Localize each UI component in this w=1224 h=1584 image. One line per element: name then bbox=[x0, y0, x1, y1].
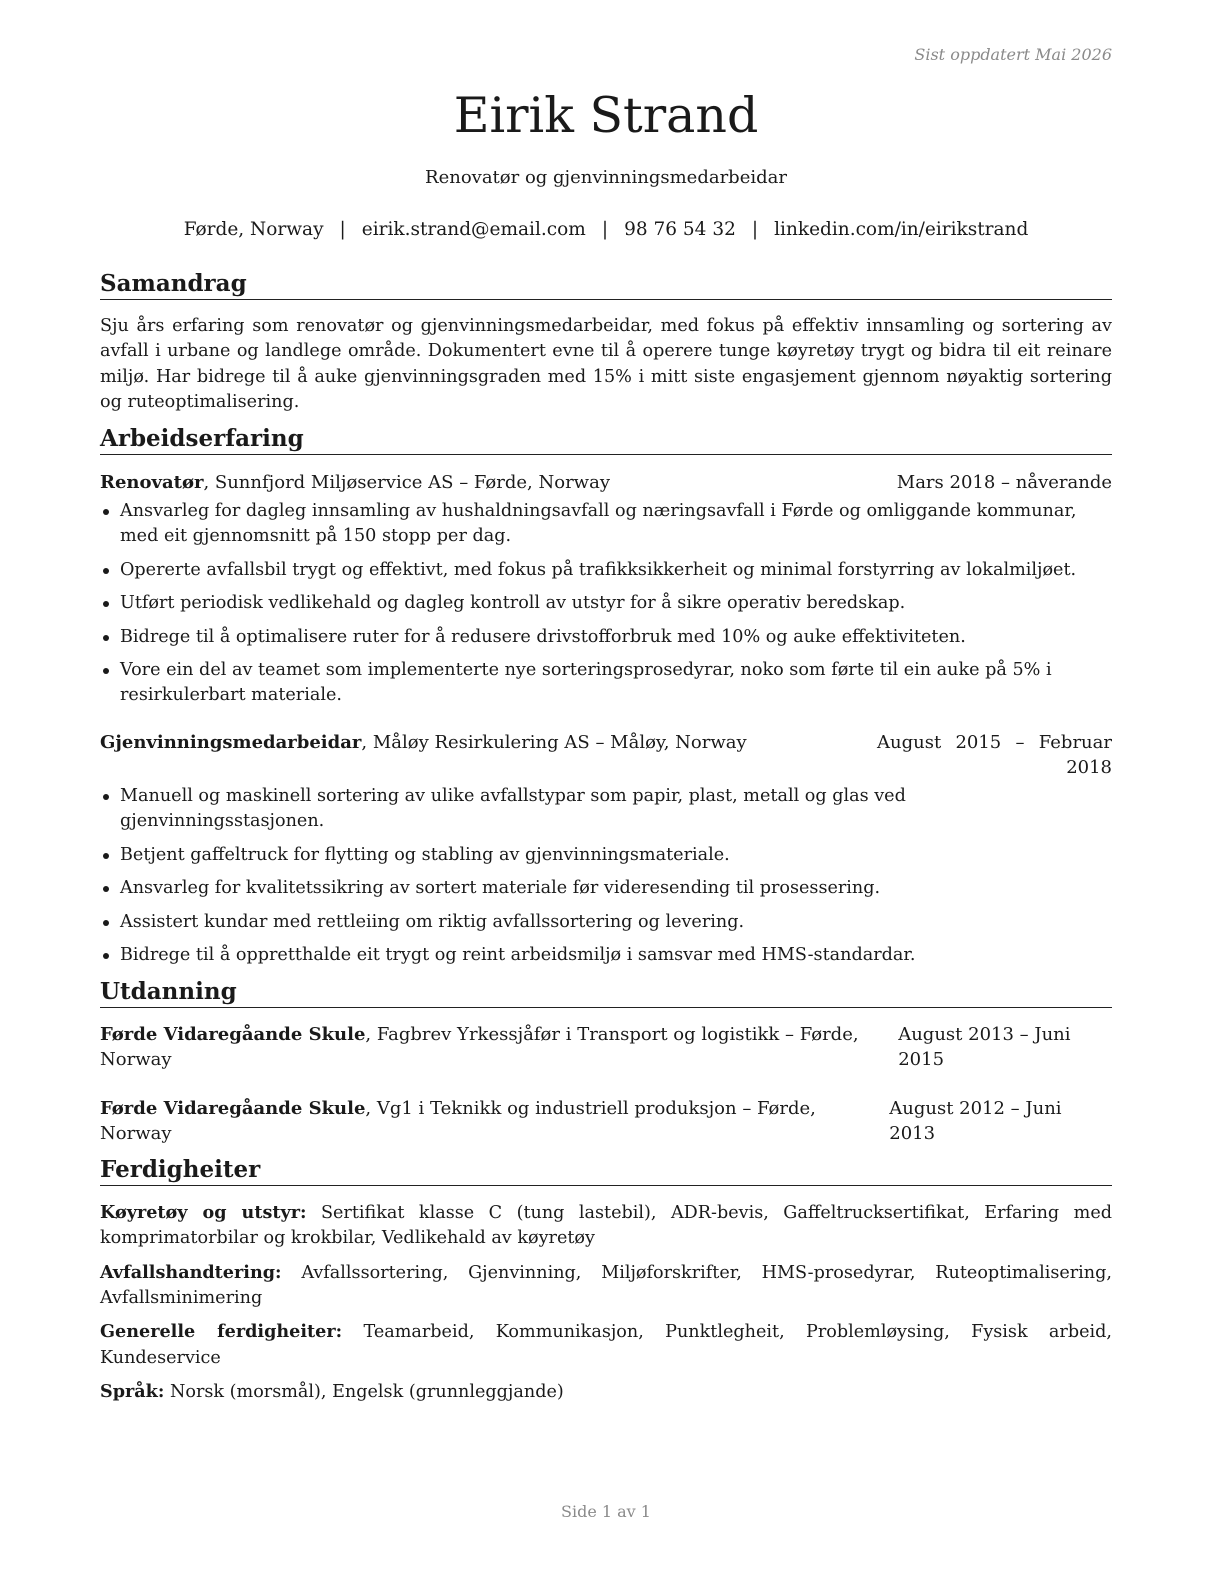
contact-separator: | bbox=[601, 219, 609, 240]
list-item: Bidrege til å oppretthalde eit trygt og reint arbeidsmiljø i samsvar med HMS-standardar. bbox=[100, 943, 1112, 968]
skill-label: Avfallshandtering: bbox=[100, 1261, 282, 1283]
job-company: , Sunnfjord Miljøservice AS – Førde, Norway bbox=[203, 472, 610, 494]
education-title-line bbox=[100, 1096, 889, 1146]
education-school: Førde Vidaregåande Skule bbox=[100, 1024, 366, 1046]
list-item: Manuell og maskinell sortering av ulike avfallstypar som papir, plast, metall og glas ved gjenvinningsstasjonen. bbox=[100, 784, 1112, 834]
section-title: Ferdigheiter bbox=[100, 1155, 1112, 1186]
skill-label: Køyretøy og utstyr: bbox=[100, 1202, 307, 1224]
job-title-line bbox=[100, 470, 610, 495]
section-title: Arbeidserfaring bbox=[100, 424, 1112, 455]
list-item: Betjent gaffeltruck for flytting og stabling av gjenvinningsmateriale. bbox=[100, 843, 1112, 868]
skill-group bbox=[100, 1319, 1112, 1371]
education-dates: August 2012 – Juni 2013 bbox=[889, 1098, 1062, 1145]
candidate-role: Renovatør og gjenvinningsmedarbeidar bbox=[425, 167, 787, 188]
contact-phone: 98 76 54 32 bbox=[624, 219, 736, 240]
list-item: Assistert kundar med rettleiing om riktig avfallssortering og levering. bbox=[100, 910, 1112, 935]
section-title: Samandrag bbox=[100, 269, 1112, 300]
skill-label: Språk: bbox=[100, 1380, 165, 1402]
job-bullets bbox=[100, 784, 1112, 968]
section-title: Utdanning bbox=[100, 977, 1112, 1008]
job-position: Gjenvinningsmedarbeidar bbox=[100, 732, 362, 754]
list-item: Ansvarleg for dagleg innsamling av hushaldningsavfall og næringsavfall i Førde og omliggande kommunar, med eit gjennomsnitt på 150 stopp per dag. bbox=[100, 499, 1112, 549]
list-item: Utført periodisk vedlikehald og dagleg kontroll av utstyr for å sikre operativ beredskap. bbox=[100, 591, 1112, 616]
job-company: , Måløy Resirkulering AS – Måløy, Norway bbox=[361, 732, 747, 754]
summary-section bbox=[100, 269, 1112, 415]
list-item: Vore ein del av teamet som implementerte nye sorteringsprosedyrar, noko som førte til ein auke på 5% i resirkulerbart materiale. bbox=[100, 658, 1112, 708]
job-bullets bbox=[100, 499, 1112, 708]
skill-text: Sertifikat klasse C (tung lastebil), ADR-bevis, Gaffeltrucksertifikat, Erfaring med komprimatorbilar og krokbilar, Vedlikehald av køyretøy bbox=[100, 1203, 1112, 1249]
skill-text: Norsk (morsmål), Engelsk (grunnleggjande) bbox=[164, 1381, 564, 1402]
job-title-line bbox=[100, 730, 747, 780]
resume-content bbox=[100, 269, 1112, 1414]
education-detail: , Fagbrev Yrkessjåfør i Transport og logistikk – Førde, Norway bbox=[100, 1024, 859, 1071]
contact-line bbox=[100, 219, 1112, 240]
skills-section bbox=[100, 1155, 1112, 1405]
list-item: Bidrege til å optimalisere ruter for å redusere drivstofforbruk med 10% og auke effektiviteten. bbox=[100, 625, 1112, 650]
education-detail: , Vg1 i Teknikk og industriell produksjon – Førde, Norway bbox=[100, 1098, 816, 1145]
job-dates: August 2015 – Februar 2018 bbox=[877, 732, 1112, 779]
skill-group bbox=[100, 1260, 1112, 1312]
contact-separator: | bbox=[339, 219, 346, 240]
summary-text: Sju års erfaring som renovatør og gjenvinningsmedarbeidar, med fokus på effektiv innsamling og sortering av avfall i urbane og landlege område. Dokumentert evne til å operere tunge køyretøy trygt og bidra til eit reinare miljø. Har bidrege til å auke gjenvinningsgraden med 15% i mitt siste engasjement gjennom nøyaktig sortering og ruteoptimalisering. bbox=[100, 316, 1112, 412]
skill-group bbox=[100, 1200, 1112, 1252]
experience-section bbox=[100, 424, 1112, 968]
skill-group bbox=[100, 1379, 1112, 1405]
page-number: Side 1 av 1 bbox=[561, 1502, 651, 1521]
education-entry bbox=[100, 1022, 1112, 1072]
skill-text: Teamarbeid, Kommunikasjon, Punktlegheit, Problemløysing, Fysisk arbeid, Kundeservice bbox=[100, 1322, 1112, 1368]
list-item: Ansvarleg for kvalitetssikring av sortert materiale før videresending til prosessering. bbox=[100, 876, 1112, 901]
education-title-line bbox=[100, 1022, 898, 1072]
contact-location: Førde, Norway bbox=[183, 219, 324, 240]
job-header bbox=[100, 470, 1112, 495]
contact-separator: | bbox=[751, 219, 759, 240]
education-section bbox=[100, 977, 1112, 1146]
list-item: Opererte avfallsbil trygt og effektivt, med fokus på trafikksikkerheit og minimal forstyrring av lokalmiljøet. bbox=[100, 558, 1112, 583]
skill-text: Avfallssortering, Gjenvinning, Miljøforskrifter, HMS-prosedyrar, Ruteoptimalisering, Avfallsminimering bbox=[100, 1262, 1112, 1309]
job-header bbox=[100, 730, 1112, 780]
skill-label: Generelle ferdigheiter: bbox=[100, 1321, 343, 1343]
last-updated: Sist oppdatert Mai 2026 bbox=[914, 45, 1112, 64]
job-position: Renovatør bbox=[100, 472, 204, 494]
resume-page bbox=[100, 0, 1112, 1584]
job-dates: Mars 2018 – nåverande bbox=[896, 472, 1112, 494]
education-entry bbox=[100, 1096, 1112, 1146]
education-dates: August 2013 – Juni 2015 bbox=[898, 1024, 1071, 1071]
education-school: Førde Vidaregåande Skule bbox=[100, 1098, 366, 1120]
candidate-name: Eirik Strand bbox=[453, 87, 759, 144]
contact-linkedin[interactable]: linkedin.com/in/eirikstrand bbox=[774, 219, 1029, 240]
contact-email[interactable]: eirik.strand@email.com bbox=[361, 219, 586, 240]
